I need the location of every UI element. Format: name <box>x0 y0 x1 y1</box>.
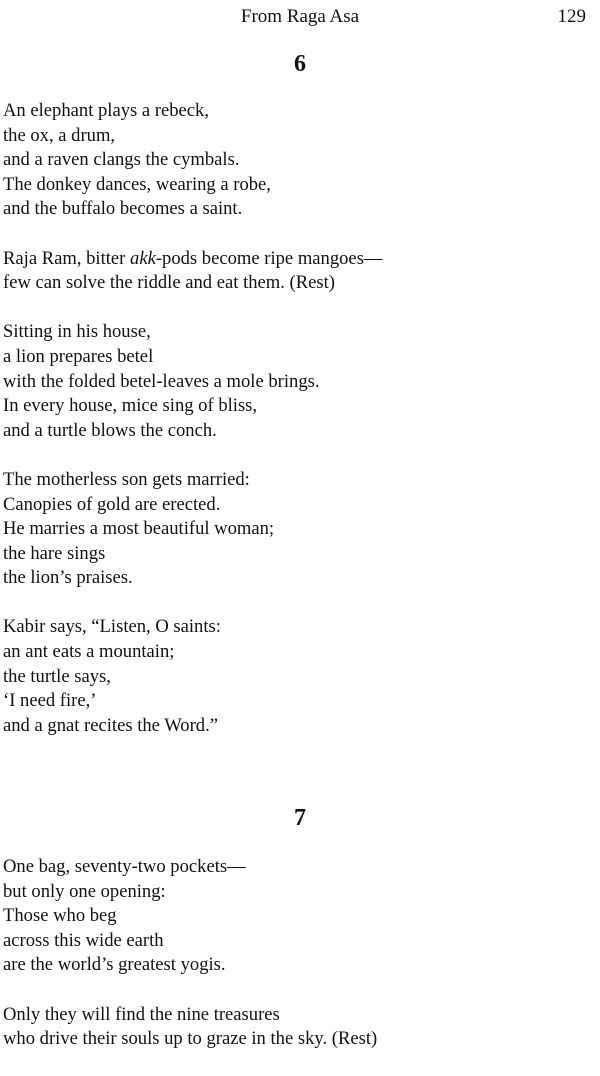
verse-line: Only they will find the nine treasures <box>3 1003 280 1025</box>
verse-line: and a gnat recites the Word.” <box>3 714 218 736</box>
verse-line: Those who beg <box>3 905 117 927</box>
poem-number: 7 <box>294 805 306 831</box>
stanza <box>3 99 383 222</box>
poem-number: 6 <box>294 51 306 77</box>
verse-line: across this wide earth <box>3 929 164 951</box>
stanza <box>3 320 383 443</box>
verse-line: the turtle says, <box>3 665 111 687</box>
page-number: 129 <box>557 6 586 27</box>
verse-line: an ant eats a mountain; <box>3 641 175 663</box>
poem-6 <box>3 99 383 763</box>
verse-line: a lion prepares betel <box>3 345 154 367</box>
verse-line: are the world’s greatest yogis. <box>3 954 226 976</box>
verse-line: An elephant plays a rebeck, <box>3 100 209 121</box>
verse-fragment: -pods become ripe mangoes— <box>155 247 383 269</box>
verse-line <box>3 247 383 272</box>
verse-line: and a raven clangs the cymbals. <box>3 149 240 171</box>
verse-line: the lion’s praises. <box>3 567 133 589</box>
poem-7 <box>3 855 377 1076</box>
verse-line: the hare sings <box>3 542 106 564</box>
stanza <box>3 1003 377 1052</box>
verse-line: Sitting in his house, <box>3 321 151 343</box>
stanza <box>3 468 383 591</box>
verse-line: with the folded betel-leaves a mole brings. <box>3 370 320 392</box>
verse-line: who drive their souls up to graze in the sky. (Rest) <box>3 1028 378 1050</box>
stanza <box>3 247 383 296</box>
running-title: From Raga Asa <box>240 6 360 27</box>
verse-line: The motherless son gets married: <box>3 468 250 490</box>
verse-line: One bag, seventy-two pockets— <box>3 856 246 877</box>
verse-line: He marries a most beautiful woman; <box>3 518 275 540</box>
verse-line: the ox, a drum, <box>3 124 116 146</box>
verse-line: but only one opening: <box>3 880 166 902</box>
verse-line: Kabir says, “Listen, O saints: <box>3 616 221 638</box>
verse-fragment: Raja Ram, bitter <box>3 247 131 269</box>
verse-line: Canopies of gold are erected. <box>3 493 221 515</box>
italic-term: akk <box>130 247 156 269</box>
verse-line: ‘I need fire,’ <box>3 690 97 712</box>
stanza <box>3 855 377 978</box>
stanza <box>3 615 383 738</box>
verse-line: and the buffalo becomes a saint. <box>3 198 243 220</box>
verse-line: and a turtle blows the conch. <box>3 419 217 441</box>
verse-line: In every house, mice sing of bliss, <box>3 395 258 417</box>
verse-line: The donkey dances, wearing a robe, <box>3 173 271 195</box>
verse-line: few can solve the riddle and eat them. (Rest) <box>3 272 335 294</box>
